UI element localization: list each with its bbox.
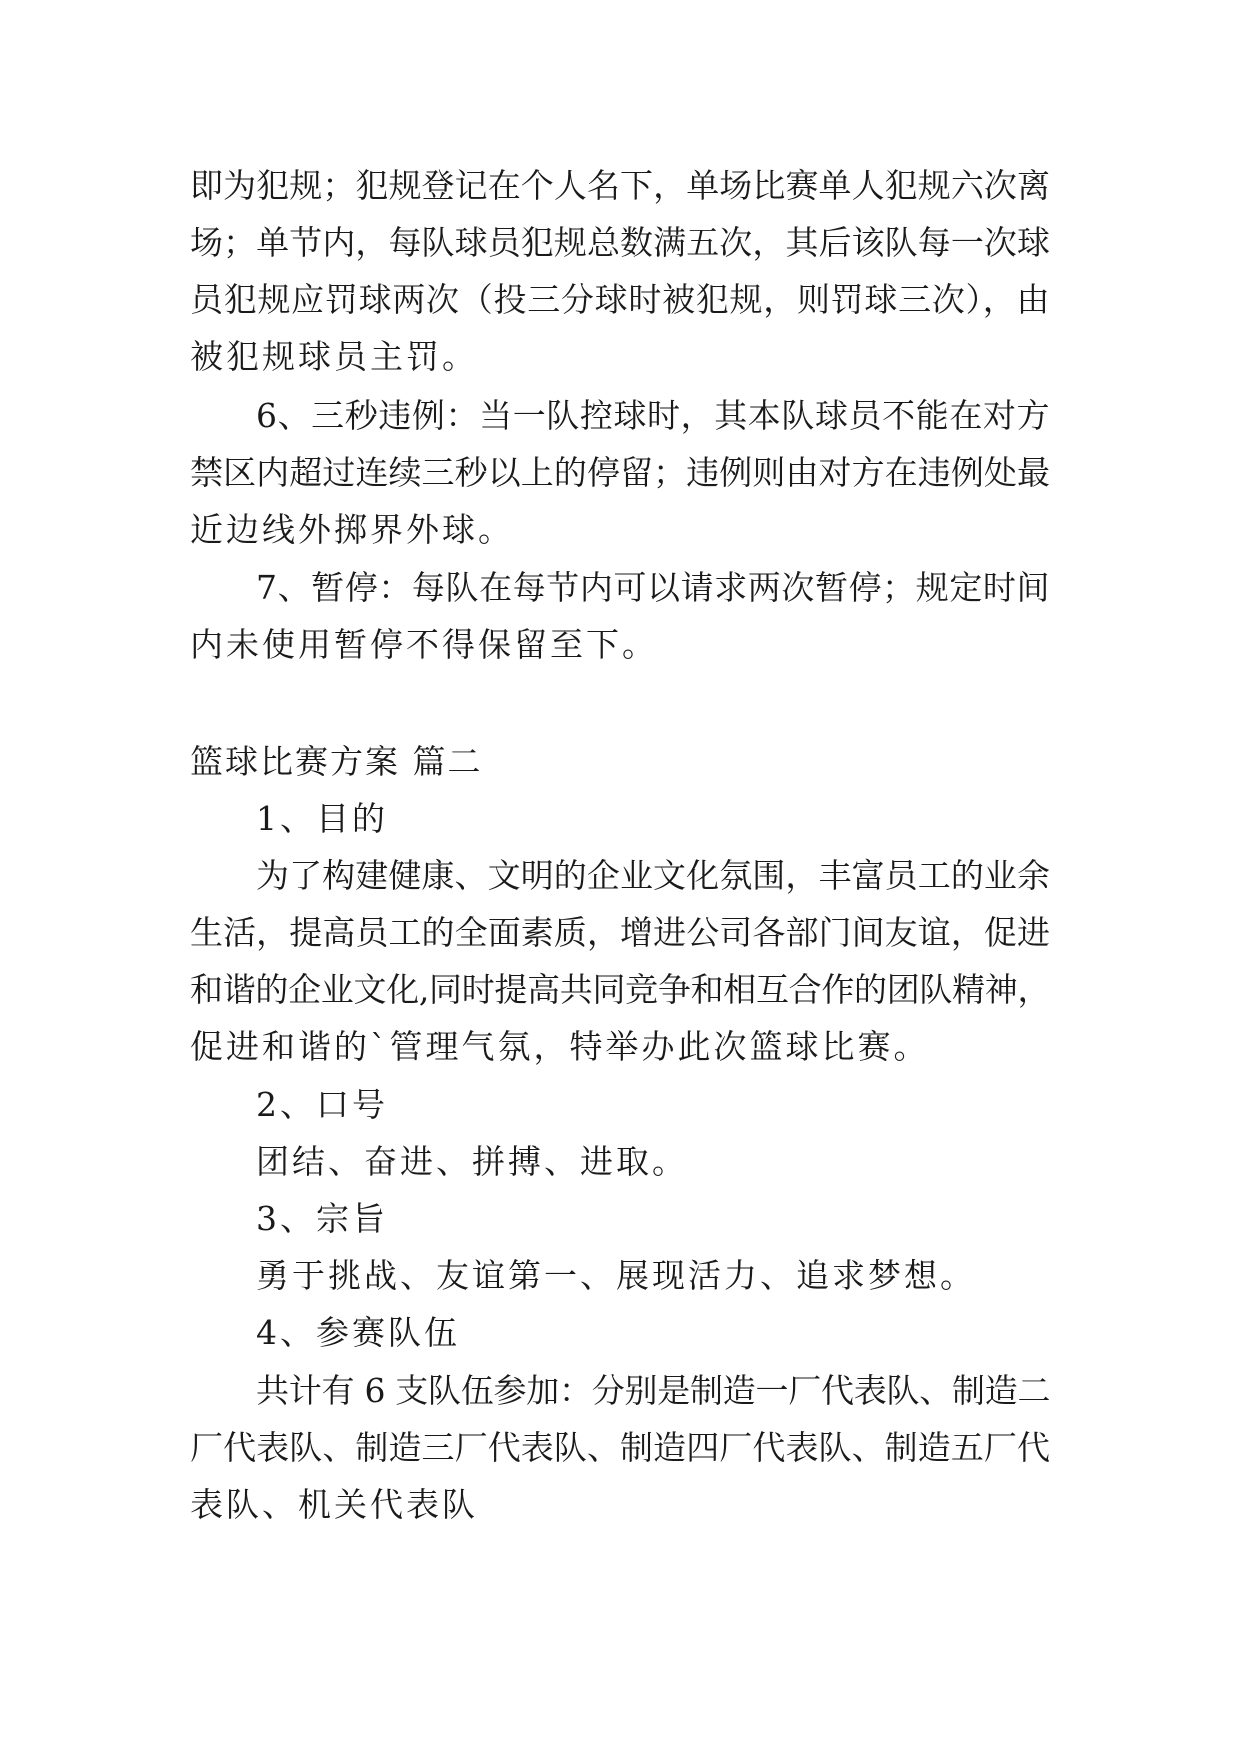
item3-body: 勇于挑战、友谊第一、展现活力、追求梦想。 <box>256 1256 976 1295</box>
para-three-seconds-line-3: 近边线外掷界外球。 <box>190 510 514 549</box>
item2-body: 团结、奋进、拼搏、进取。 <box>256 1142 688 1181</box>
para-fouls-line-4: 被犯规球员主罚。 <box>190 337 478 376</box>
item1-body-line-1: 为了构建健康、文明的企业文化氛围，丰富员工的业余 <box>256 856 1050 895</box>
para-fouls-line-1: 即为犯规；犯规登记在个人名下，单场比赛单人犯规六次离 <box>190 166 1050 205</box>
para-three-seconds-line-1: 6、三秒违例：当一队控球时，其本队球员不能在对方 <box>256 396 1050 435</box>
item2-heading: 2、口号 <box>256 1085 388 1124</box>
section-title: 篮球比赛方案 篇二 <box>190 742 483 781</box>
item1-body-line-4: 促进和谐的`管理气氛，特举办此次篮球比赛。 <box>190 1027 930 1066</box>
item3-heading: 3、宗旨 <box>256 1199 388 1238</box>
item4-heading: 4、参赛队伍 <box>256 1313 460 1352</box>
para-timeout-line-1: 7、暂停：每队在每节内可以请求两次暂停；规定时间 <box>256 568 1050 607</box>
item4-body-line-1: 共计有 6 支队伍参加：分别是制造一厂代表队、制造二 <box>256 1371 1050 1410</box>
para-fouls-line-3: 员犯规应罚球两次（投三分球时被犯规，则罚球三次），由 <box>190 280 1050 319</box>
item4-body-line-3: 表队、机关代表队 <box>190 1485 478 1524</box>
item1-body-line-2: 生活，提高员工的全面素质，增进公司各部门间友谊，促进 <box>190 913 1050 952</box>
item4-body-line-2: 厂代表队、制造三厂代表队、制造四厂代表队、制造五厂代 <box>190 1428 1050 1467</box>
para-fouls-line-2: 场；单节内，每队球员犯规总数满五次，其后该队每一次球 <box>190 223 1050 262</box>
para-three-seconds-line-2: 禁区内超过连续三秒以上的停留；违例则由对方在违例处最 <box>190 453 1050 492</box>
item1-heading: 1、目的 <box>256 799 388 838</box>
para-timeout-line-2: 内未使用暂停不得保留至下。 <box>190 625 658 664</box>
item1-body-line-3: 和谐的企业文化,同时提高共同竞争和相互合作的团队精神， <box>190 970 1050 1009</box>
